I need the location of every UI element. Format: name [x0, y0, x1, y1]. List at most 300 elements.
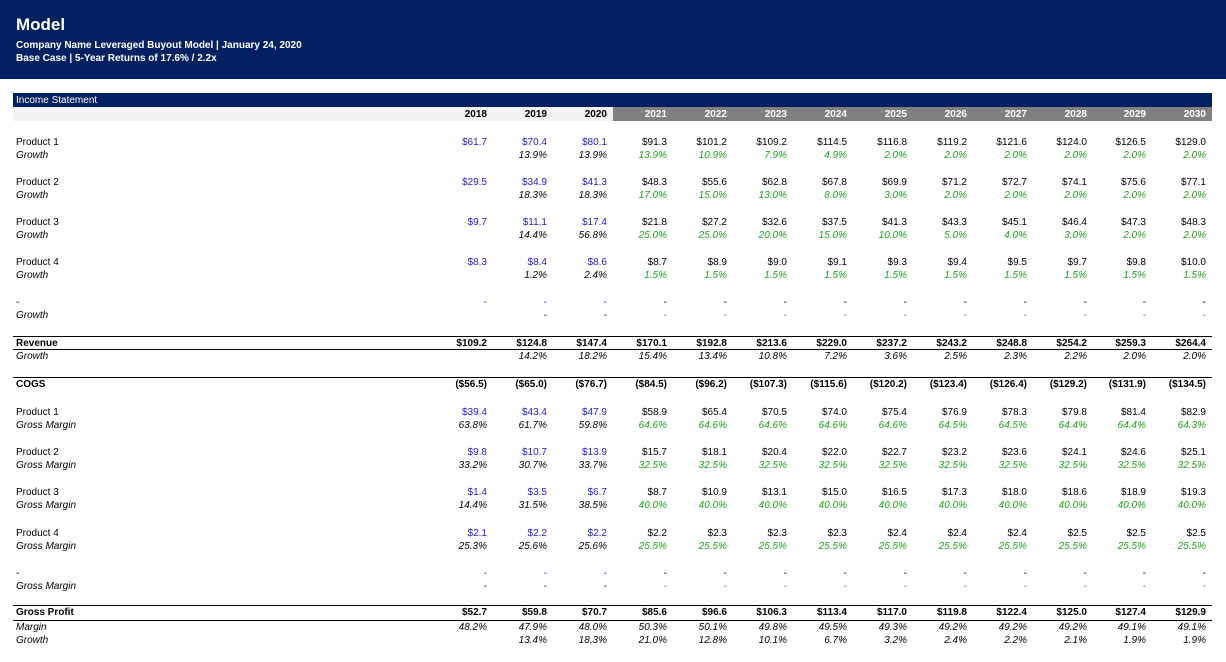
cell-2030[interactable]: 40.0% [1177, 500, 1206, 511]
cell-2020[interactable]: $8.6 [587, 257, 607, 268]
cell-2026[interactable]: $119.8 [936, 607, 967, 618]
cell-2026[interactable]: 32.5% [938, 460, 967, 471]
cell-2019[interactable]: $2.2 [527, 528, 547, 539]
cell-2021[interactable]: $170.1 [636, 338, 667, 349]
cell-2023[interactable]: 32.5% [758, 460, 787, 471]
cell-2022[interactable]: 25.0% [698, 230, 727, 241]
cell-2026[interactable]: $2.4 [947, 528, 967, 539]
cell-2026[interactable]: - [963, 297, 967, 308]
cell-2018[interactable]: 33.2% [458, 460, 487, 471]
cell-2019[interactable]: 25.6% [518, 541, 547, 552]
cell-2028[interactable]: $254.2 [1056, 338, 1087, 349]
cell-2026[interactable]: 2.4% [944, 635, 967, 646]
cell-2021[interactable]: $8.7 [647, 487, 667, 498]
cell-2022[interactable]: - [723, 568, 727, 579]
cell-2029[interactable]: 64.4% [1117, 420, 1146, 431]
cell-2025[interactable]: 3.0% [884, 190, 907, 201]
cell-2020[interactable]: $13.9 [581, 447, 607, 458]
cell-2025[interactable]: 3.2% [884, 635, 907, 646]
cell-2022[interactable]: 32.5% [698, 460, 727, 471]
cell-2025[interactable]: $41.3 [881, 217, 907, 228]
cell-2023[interactable]: $13.1 [761, 487, 787, 498]
cell-2030[interactable]: 1.9% [1183, 635, 1206, 646]
cell-2024[interactable]: 7.2% [824, 351, 847, 362]
cell-2025[interactable]: - [903, 568, 907, 579]
cell-2022[interactable]: $18.1 [701, 447, 727, 458]
cell-2027[interactable]: $72.7 [1001, 177, 1027, 188]
cell-2019[interactable]: 31.5% [518, 500, 547, 511]
cell-2022[interactable]: 13.4% [698, 351, 727, 362]
cell-2028[interactable]: 25.5% [1058, 541, 1087, 552]
cell-2027[interactable]: $78.3 [1001, 407, 1027, 418]
cell-2029[interactable]: $259.3 [1115, 338, 1146, 349]
cell-2028[interactable]: 40.0% [1058, 500, 1087, 511]
cell-2030[interactable]: 2.0% [1183, 230, 1206, 241]
cell-2021[interactable]: 17.0% [638, 190, 667, 201]
cell-2018[interactable]: ($56.5) [455, 379, 487, 390]
cell-2030[interactable]: $129.9 [1175, 607, 1206, 618]
cell-2024[interactable]: $114.5 [817, 137, 847, 148]
cell-2020[interactable]: 56.8% [578, 230, 607, 241]
cell-2027[interactable]: 2.2% [1004, 635, 1027, 646]
cell-2022[interactable]: - [723, 310, 727, 321]
cell-2027[interactable]: $9.5 [1007, 257, 1027, 268]
cell-2022[interactable]: 64.6% [698, 420, 727, 431]
cell-2021[interactable]: $48.3 [641, 177, 667, 188]
cell-2029[interactable]: - [1142, 310, 1146, 321]
cell-2020[interactable]: 33.7% [578, 460, 607, 471]
cell-2023[interactable]: $62.8 [761, 177, 787, 188]
cell-2028[interactable]: $125.0 [1056, 607, 1087, 618]
cell-2024[interactable]: 6.7% [824, 635, 847, 646]
cell-2025[interactable]: - [903, 297, 907, 308]
cell-2025[interactable]: 2.0% [884, 150, 907, 161]
cell-2025[interactable]: ($120.2) [869, 379, 907, 390]
cell-2026[interactable]: 40.0% [938, 500, 967, 511]
cell-2026[interactable]: ($123.4) [929, 379, 967, 390]
cell-2029[interactable]: $81.4 [1120, 407, 1146, 418]
cell-2030[interactable]: 2.0% [1183, 190, 1206, 201]
cell-2019[interactable]: ($65.0) [515, 379, 547, 390]
cell-2026[interactable]: $71.2 [941, 177, 967, 188]
cell-2024[interactable]: $15.0 [821, 487, 847, 498]
cell-2019[interactable]: 47.9% [518, 622, 547, 633]
cell-2028[interactable]: ($129.2) [1049, 379, 1087, 390]
cell-2023[interactable]: 49.8% [758, 622, 787, 633]
cell-2028[interactable]: $9.7 [1067, 257, 1087, 268]
cell-2023[interactable]: 10.8% [758, 351, 787, 362]
cell-2019[interactable]: 13.4% [518, 635, 547, 646]
cell-2025[interactable]: $22.7 [881, 447, 907, 458]
cell-2027[interactable]: 49.2% [998, 622, 1027, 633]
cell-2027[interactable]: 2.0% [1004, 150, 1027, 161]
cell-2020[interactable]: 38.5% [578, 500, 607, 511]
cell-2028[interactable]: $124.0 [1056, 137, 1087, 148]
cell-2022[interactable]: ($96.2) [695, 379, 727, 390]
cell-2021[interactable]: $21.8 [641, 217, 667, 228]
cell-2026[interactable]: $119.2 [937, 137, 967, 148]
cell-2029[interactable]: $75.6 [1120, 177, 1146, 188]
cell-2025[interactable]: 49.3% [878, 622, 907, 633]
cell-2029[interactable]: 2.0% [1123, 351, 1146, 362]
cell-2022[interactable]: - [723, 581, 727, 592]
cell-2030[interactable]: $264.4 [1175, 338, 1206, 349]
cell-2028[interactable]: 2.2% [1064, 351, 1087, 362]
cell-2030[interactable]: $2.5 [1186, 528, 1206, 539]
cell-2023[interactable]: - [783, 310, 787, 321]
cell-2020[interactable]: - [603, 310, 607, 321]
cell-2029[interactable]: $47.3 [1120, 217, 1146, 228]
cell-2026[interactable]: $17.3 [941, 487, 967, 498]
cell-2030[interactable]: $129.0 [1175, 137, 1206, 148]
cell-2020[interactable]: - [603, 568, 607, 579]
cell-2030[interactable]: $25.1 [1180, 447, 1206, 458]
cell-2020[interactable]: $41.3 [581, 177, 607, 188]
cell-2026[interactable]: 5.0% [944, 230, 967, 241]
cell-2027[interactable]: $45.1 [1001, 217, 1027, 228]
cell-2028[interactable]: $46.4 [1061, 217, 1087, 228]
cell-2028[interactable]: - [1083, 581, 1087, 592]
cell-2019[interactable]: - [543, 568, 547, 579]
cell-2025[interactable]: 1.5% [884, 270, 907, 281]
cell-2025[interactable]: $116.8 [877, 137, 907, 148]
cell-2019[interactable]: 30.7% [518, 460, 547, 471]
cell-2023[interactable]: 40.0% [758, 500, 787, 511]
cell-2022[interactable]: $65.4 [701, 407, 727, 418]
cell-2020[interactable]: 25.6% [578, 541, 607, 552]
cell-2025[interactable]: $9.3 [887, 257, 907, 268]
cell-2020[interactable]: $6.7 [587, 487, 607, 498]
cell-2029[interactable]: 2.0% [1123, 230, 1146, 241]
cell-2030[interactable]: $48.3 [1180, 217, 1206, 228]
cell-2029[interactable]: $24.6 [1120, 447, 1146, 458]
cell-2023[interactable]: 1.5% [764, 270, 787, 281]
cell-2021[interactable]: $85.6 [641, 607, 667, 618]
cell-2024[interactable]: 1.5% [824, 270, 847, 281]
cell-2026[interactable]: $9.4 [947, 257, 967, 268]
cell-2020[interactable]: $70.7 [581, 607, 607, 618]
cell-2022[interactable]: - [723, 297, 727, 308]
cell-2021[interactable]: 25.5% [638, 541, 667, 552]
cell-2021[interactable]: 21.0% [638, 635, 667, 646]
cell-2022[interactable]: $192.8 [696, 338, 727, 349]
cell-2028[interactable]: 1.5% [1064, 270, 1087, 281]
cell-2022[interactable]: 50.1% [698, 622, 727, 633]
cell-2023[interactable]: $106.3 [756, 607, 787, 618]
cell-2025[interactable]: - [903, 310, 907, 321]
cell-2022[interactable]: $2.3 [707, 528, 727, 539]
cell-2020[interactable]: $47.9 [581, 407, 607, 418]
cell-2023[interactable]: $2.3 [767, 528, 787, 539]
cell-2024[interactable]: $9.1 [827, 257, 847, 268]
cell-2025[interactable]: $2.4 [887, 528, 907, 539]
cell-2020[interactable]: 59.8% [578, 420, 607, 431]
cell-2023[interactable]: $9.0 [767, 257, 787, 268]
cell-2021[interactable]: 13.9% [638, 150, 667, 161]
cell-2028[interactable]: 3.0% [1064, 230, 1087, 241]
cell-2023[interactable]: ($107.3) [749, 379, 787, 390]
cell-2029[interactable]: - [1142, 581, 1146, 592]
cell-2030[interactable]: 2.0% [1183, 150, 1206, 161]
cell-2029[interactable]: - [1142, 297, 1146, 308]
cell-2018[interactable]: $9.7 [467, 217, 487, 228]
cell-2023[interactable]: $20.4 [761, 447, 787, 458]
cell-2019[interactable]: 13.9% [518, 150, 547, 161]
cell-2018[interactable]: - [483, 568, 487, 579]
cell-2030[interactable]: 49.1% [1177, 622, 1206, 633]
cell-2021[interactable]: ($84.5) [635, 379, 667, 390]
cell-2021[interactable]: 15.4% [638, 351, 667, 362]
cell-2027[interactable]: 1.5% [1004, 270, 1027, 281]
cell-2021[interactable]: $8.7 [647, 257, 667, 268]
cell-2024[interactable]: 49.5% [818, 622, 847, 633]
cell-2025[interactable]: 10.0% [878, 230, 907, 241]
cell-2020[interactable]: 18.2% [578, 351, 607, 362]
cell-2029[interactable]: ($131.9) [1108, 379, 1146, 390]
cell-2026[interactable]: - [963, 310, 967, 321]
cell-2019[interactable]: $8.4 [527, 257, 547, 268]
cell-2026[interactable]: $23.2 [941, 447, 967, 458]
cell-2020[interactable]: ($76.7) [575, 379, 607, 390]
cell-2019[interactable]: - [543, 310, 547, 321]
cell-2027[interactable]: 2.0% [1004, 190, 1027, 201]
cell-2022[interactable]: $101.2 [696, 137, 727, 148]
cell-2020[interactable]: 18.3% [578, 190, 607, 201]
cell-2024[interactable]: $22.0 [821, 447, 847, 458]
cell-2019[interactable]: $124.8 [516, 338, 547, 349]
cell-2025[interactable]: 32.5% [878, 460, 907, 471]
cell-2030[interactable]: - [1202, 568, 1206, 579]
cell-2021[interactable]: 25.0% [638, 230, 667, 241]
cell-2021[interactable]: - [663, 568, 667, 579]
cell-2019[interactable]: 1.2% [524, 270, 547, 281]
cell-2025[interactable]: 3.6% [884, 351, 907, 362]
cell-2028[interactable]: - [1083, 310, 1087, 321]
cell-2029[interactable]: - [1142, 568, 1146, 579]
cell-2028[interactable]: - [1083, 568, 1087, 579]
cell-2021[interactable]: 1.5% [644, 270, 667, 281]
cell-2024[interactable]: 40.0% [818, 500, 847, 511]
cell-2026[interactable]: 2.5% [944, 351, 967, 362]
cell-2028[interactable]: - [1083, 297, 1087, 308]
cell-2027[interactable]: ($126.4) [989, 379, 1027, 390]
cell-2024[interactable]: 4.9% [824, 150, 847, 161]
cell-2027[interactable]: $18.0 [1001, 487, 1027, 498]
cell-2023[interactable]: 7.9% [764, 150, 787, 161]
cell-2020[interactable]: 13.9% [578, 150, 607, 161]
cell-2018[interactable]: $2.1 [467, 528, 487, 539]
cell-2022[interactable]: $8.9 [707, 257, 727, 268]
cell-2026[interactable]: 64.5% [938, 420, 967, 431]
cell-2023[interactable]: $109.2 [756, 137, 787, 148]
cell-2025[interactable]: $16.5 [881, 487, 907, 498]
cell-2020[interactable]: 18.3% [578, 635, 607, 646]
cell-2024[interactable]: ($115.6) [810, 379, 847, 390]
cell-2029[interactable]: 49.1% [1117, 622, 1146, 633]
cell-2027[interactable]: - [1023, 310, 1027, 321]
cell-2028[interactable]: 49.2% [1058, 622, 1087, 633]
cell-2024[interactable]: $74.0 [821, 407, 847, 418]
cell-2027[interactable]: 64.5% [998, 420, 1027, 431]
cell-2020[interactable]: $147.4 [576, 338, 607, 349]
cell-2030[interactable]: 2.0% [1183, 351, 1206, 362]
cell-2024[interactable]: - [843, 297, 847, 308]
cell-2019[interactable]: $34.9 [521, 177, 547, 188]
cell-2030[interactable]: - [1202, 310, 1206, 321]
cell-2030[interactable]: 64.3% [1177, 420, 1206, 431]
cell-2028[interactable]: 2.1% [1064, 635, 1087, 646]
cell-2025[interactable]: 25.5% [878, 541, 907, 552]
cell-2026[interactable]: $43.3 [941, 217, 967, 228]
cell-2020[interactable]: - [603, 297, 607, 308]
cell-2027[interactable]: $122.4 [996, 607, 1027, 618]
cell-2023[interactable]: 25.5% [758, 541, 787, 552]
cell-2019[interactable]: $70.4 [521, 137, 547, 148]
cell-2027[interactable]: 32.5% [998, 460, 1027, 471]
cell-2024[interactable]: $37.5 [821, 217, 847, 228]
cell-2018[interactable]: - [483, 581, 487, 592]
cell-2030[interactable]: - [1202, 581, 1206, 592]
cell-2027[interactable]: $248.8 [996, 338, 1027, 349]
cell-2021[interactable]: - [663, 297, 667, 308]
cell-2024[interactable]: 15.0% [818, 230, 847, 241]
cell-2028[interactable]: 2.0% [1064, 150, 1087, 161]
cell-2019[interactable]: 61.7% [518, 420, 547, 431]
cell-2018[interactable]: 63.8% [458, 420, 487, 431]
cell-2025[interactable]: $75.4 [881, 407, 907, 418]
cell-2023[interactable]: 64.6% [758, 420, 787, 431]
cell-2022[interactable]: $96.6 [701, 607, 727, 618]
cell-2023[interactable]: - [783, 581, 787, 592]
cell-2027[interactable]: 2.3% [1004, 351, 1027, 362]
cell-2021[interactable]: - [663, 310, 667, 321]
cell-2021[interactable]: 40.0% [638, 500, 667, 511]
cell-2023[interactable]: 13.0% [758, 190, 787, 201]
cell-2026[interactable]: - [963, 568, 967, 579]
cell-2018[interactable]: 48.2% [458, 622, 487, 633]
cell-2021[interactable]: $58.9 [641, 407, 667, 418]
cell-2029[interactable]: 2.0% [1123, 150, 1146, 161]
cell-2029[interactable]: $18.9 [1120, 487, 1146, 498]
cell-2026[interactable]: $243.2 [936, 338, 967, 349]
cell-2021[interactable]: $15.7 [641, 447, 667, 458]
cell-2018[interactable]: 25.3% [458, 541, 487, 552]
cell-2018[interactable]: 14.4% [458, 500, 487, 511]
cell-2026[interactable]: - [963, 581, 967, 592]
cell-2020[interactable]: 48.0% [578, 622, 607, 633]
cell-2026[interactable]: 49.2% [938, 622, 967, 633]
cell-2030[interactable]: - [1202, 297, 1206, 308]
cell-2024[interactable]: 25.5% [818, 541, 847, 552]
cell-2024[interactable]: - [843, 310, 847, 321]
cell-2022[interactable]: $55.6 [701, 177, 727, 188]
cell-2027[interactable]: 40.0% [998, 500, 1027, 511]
cell-2025[interactable]: $117.0 [876, 607, 907, 618]
cell-2027[interactable]: - [1023, 568, 1027, 579]
cell-2027[interactable]: 25.5% [998, 541, 1027, 552]
cell-2018[interactable]: $109.2 [456, 338, 487, 349]
cell-2028[interactable]: 2.0% [1064, 190, 1087, 201]
cell-2021[interactable]: $91.3 [641, 137, 667, 148]
cell-2026[interactable]: 25.5% [938, 541, 967, 552]
cell-2024[interactable]: 64.6% [818, 420, 847, 431]
cell-2019[interactable]: 18.3% [518, 190, 547, 201]
cell-2021[interactable]: 64.6% [638, 420, 667, 431]
cell-2025[interactable]: 40.0% [878, 500, 907, 511]
cell-2027[interactable]: $2.4 [1007, 528, 1027, 539]
cell-2018[interactable]: $61.7 [461, 137, 487, 148]
cell-2024[interactable]: $67.8 [821, 177, 847, 188]
cell-2019[interactable]: $11.1 [522, 217, 547, 228]
cell-2023[interactable]: - [783, 297, 787, 308]
cell-2021[interactable]: - [663, 581, 667, 592]
cell-2027[interactable]: - [1023, 297, 1027, 308]
cell-2024[interactable]: 32.5% [818, 460, 847, 471]
cell-2021[interactable]: 32.5% [638, 460, 667, 471]
cell-2023[interactable]: 10.1% [758, 635, 787, 646]
cell-2022[interactable]: 12.8% [698, 635, 727, 646]
cell-2028[interactable]: 32.5% [1058, 460, 1087, 471]
cell-2020[interactable]: $2.2 [587, 528, 607, 539]
cell-2023[interactable]: $213.6 [756, 338, 787, 349]
cell-2027[interactable]: - [1023, 581, 1027, 592]
cell-2025[interactable]: $69.9 [881, 177, 907, 188]
cell-2029[interactable]: 1.5% [1123, 270, 1146, 281]
cell-2022[interactable]: 1.5% [704, 270, 727, 281]
cell-2025[interactable]: 64.6% [878, 420, 907, 431]
cell-2019[interactable]: $3.5 [527, 487, 547, 498]
cell-2030[interactable]: $19.3 [1180, 487, 1206, 498]
cell-2019[interactable]: 14.4% [518, 230, 547, 241]
cell-2024[interactable]: - [843, 581, 847, 592]
cell-2030[interactable]: 32.5% [1177, 460, 1206, 471]
cell-2030[interactable]: 25.5% [1177, 541, 1206, 552]
cell-2018[interactable]: $9.8 [467, 447, 487, 458]
cell-2019[interactable]: $43.4 [521, 407, 547, 418]
cell-2023[interactable]: 20.0% [758, 230, 787, 241]
cell-2022[interactable]: 25.5% [698, 541, 727, 552]
cell-2029[interactable]: 1.9% [1123, 635, 1146, 646]
cell-2019[interactable]: - [543, 297, 547, 308]
cell-2030[interactable]: ($134.5) [1168, 379, 1206, 390]
cell-2029[interactable]: $9.8 [1126, 257, 1146, 268]
cell-2021[interactable]: 50.3% [638, 622, 667, 633]
cell-2028[interactable]: $18.6 [1061, 487, 1087, 498]
cell-2018[interactable]: - [483, 297, 487, 308]
cell-2023[interactable]: $32.6 [761, 217, 787, 228]
cell-2030[interactable]: $82.9 [1180, 407, 1206, 418]
cell-2027[interactable]: $121.6 [996, 137, 1027, 148]
cell-2027[interactable]: 4.0% [1004, 230, 1027, 241]
cell-2024[interactable]: $2.3 [827, 528, 847, 539]
cell-2030[interactable]: $77.1 [1180, 177, 1206, 188]
cell-2029[interactable]: 2.0% [1123, 190, 1146, 201]
cell-2024[interactable]: $229.0 [816, 338, 847, 349]
cell-2028[interactable]: $24.1 [1061, 447, 1087, 458]
cell-2020[interactable]: - [603, 581, 607, 592]
cell-2029[interactable]: 40.0% [1117, 500, 1146, 511]
cell-2022[interactable]: 10.9% [698, 150, 727, 161]
cell-2020[interactable]: $80.1 [581, 137, 607, 148]
cell-2028[interactable]: $2.5 [1067, 528, 1087, 539]
cell-2022[interactable]: $27.2 [701, 217, 727, 228]
cell-2026[interactable]: 2.0% [944, 150, 967, 161]
cell-2026[interactable]: $76.9 [941, 407, 967, 418]
cell-2019[interactable]: 14.2% [518, 351, 547, 362]
cell-2029[interactable]: $126.5 [1115, 137, 1146, 148]
cell-2028[interactable]: $79.8 [1061, 407, 1087, 418]
cell-2019[interactable]: $59.8 [521, 607, 547, 618]
